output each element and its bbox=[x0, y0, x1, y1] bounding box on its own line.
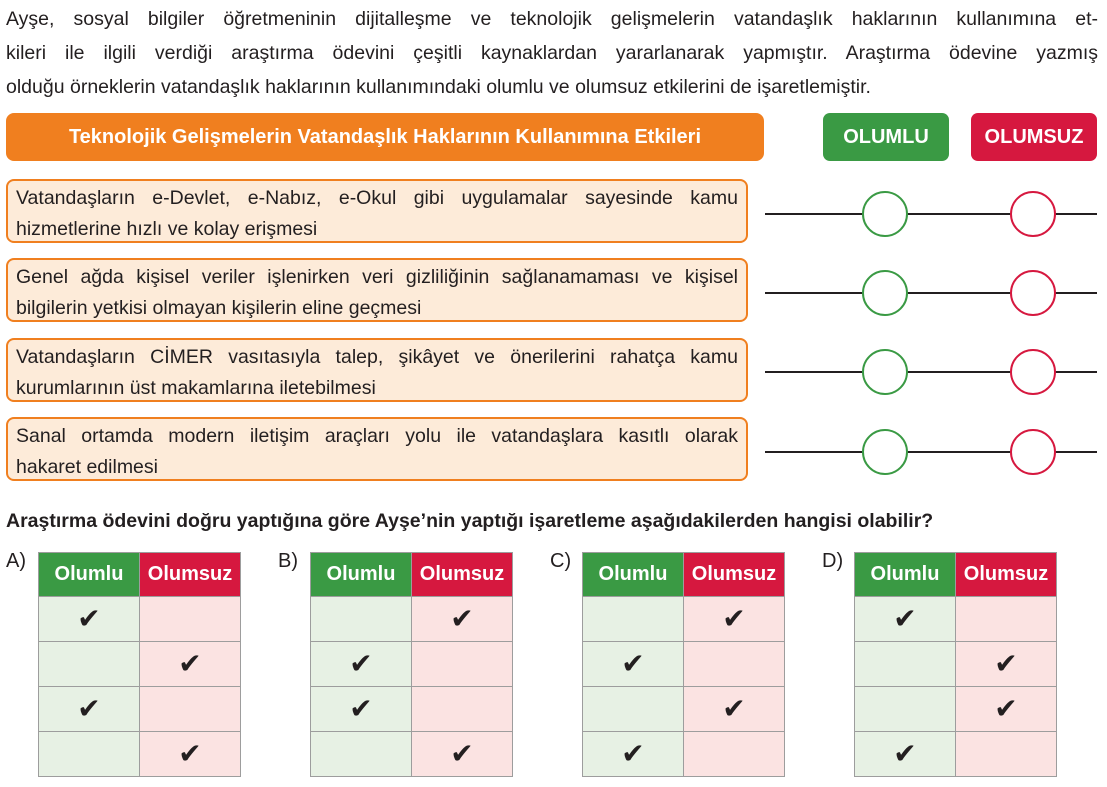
statement-line: hizmetlerine hızlı ve kolay erişmesi bbox=[16, 218, 318, 240]
check-mark-icon: ✔ bbox=[722, 693, 746, 724]
negative-cell bbox=[684, 597, 785, 642]
option-letter-a[interactable]: A) bbox=[6, 550, 26, 572]
option-letter-b[interactable]: B) bbox=[278, 550, 298, 572]
intro-line: kileri ile ilgili verdiği araştırma ödevini çeşitli kaynaklardan yararlanarak yapmıştır. Araştırma ödevine yazmış bbox=[6, 42, 1098, 64]
negative-cell bbox=[684, 642, 785, 687]
positive-cell bbox=[39, 597, 140, 642]
table-row bbox=[583, 642, 785, 687]
section-title: Teknolojik Gelişmelerin Vatandaşlık Haklarının Kullanımına Etkileri bbox=[6, 113, 764, 161]
negative-cell bbox=[412, 597, 513, 642]
negative-cell bbox=[412, 642, 513, 687]
table-row bbox=[855, 597, 1057, 642]
positive-cell bbox=[583, 732, 684, 777]
check-mark-icon: ✔ bbox=[722, 603, 746, 634]
negative-cell bbox=[956, 687, 1057, 732]
statement-item-4 bbox=[6, 417, 748, 481]
negative-cell bbox=[956, 597, 1057, 642]
positive-cell bbox=[311, 732, 412, 777]
table-row bbox=[855, 732, 1057, 777]
positive-mark-circle[interactable] bbox=[862, 191, 908, 237]
positive-cell bbox=[39, 687, 140, 732]
table-row bbox=[311, 732, 513, 777]
check-mark-icon: ✔ bbox=[450, 603, 474, 634]
table-row bbox=[39, 687, 241, 732]
option-a-table[interactable] bbox=[38, 552, 241, 777]
check-mark-icon: ✔ bbox=[178, 648, 202, 679]
option-c-table[interactable] bbox=[582, 552, 785, 777]
check-mark-icon: ✔ bbox=[893, 603, 917, 634]
intro-line: olduğu örneklerin vatandaşlık haklarının kullanımındaki olumlu ve olumsuz etkilerini de işaretlemiştir. bbox=[6, 76, 871, 98]
negative-cell bbox=[412, 732, 513, 777]
positive-cell bbox=[855, 642, 956, 687]
table-row bbox=[39, 642, 241, 687]
statement-line: Vatandaşların CİMER vasıtasıyla talep, şikâyet ve önerilerini rahatça kamu bbox=[16, 346, 738, 368]
statement-item-1 bbox=[6, 179, 748, 243]
statement-item-3 bbox=[6, 338, 748, 402]
statement-line: Sanal ortamda modern iletişim araçları yolu ile vatandaşlara kasıtlı olarak bbox=[16, 425, 738, 447]
check-mark-icon: ✔ bbox=[621, 648, 645, 679]
table-row bbox=[311, 687, 513, 732]
table-row bbox=[855, 687, 1057, 732]
table-row bbox=[583, 597, 785, 642]
column-header-negative: Olumsuz bbox=[956, 553, 1057, 597]
table-row bbox=[311, 642, 513, 687]
statement-line: kurumlarının üst makamlarına iletebilmesi bbox=[16, 377, 376, 399]
statement-line: Vatandaşların e-Devlet, e-Nabız, e-Okul gibi uygulamalar sayesinde kamu bbox=[16, 187, 738, 209]
table-row bbox=[855, 642, 1057, 687]
column-header-positive: Olumlu bbox=[855, 553, 956, 597]
positive-header: OLUMLU bbox=[823, 113, 949, 161]
column-header-positive: Olumlu bbox=[311, 553, 412, 597]
negative-cell bbox=[684, 687, 785, 732]
negative-mark-circle[interactable] bbox=[1010, 270, 1056, 316]
positive-cell bbox=[311, 642, 412, 687]
table-row bbox=[583, 732, 785, 777]
positive-cell bbox=[311, 687, 412, 732]
negative-cell bbox=[956, 732, 1057, 777]
table-row bbox=[39, 732, 241, 777]
positive-cell bbox=[855, 597, 956, 642]
check-mark-icon: ✔ bbox=[994, 693, 1018, 724]
positive-cell bbox=[583, 597, 684, 642]
table-row bbox=[583, 687, 785, 732]
column-header-positive: Olumlu bbox=[39, 553, 140, 597]
intro-paragraph bbox=[6, 2, 1098, 104]
statement-line: bilgilerin yetkisi olmayan kişilerin eline geçmesi bbox=[16, 297, 422, 319]
negative-cell bbox=[412, 687, 513, 732]
negative-mark-circle[interactable] bbox=[1010, 429, 1056, 475]
negative-cell bbox=[140, 732, 241, 777]
negative-cell bbox=[684, 732, 785, 777]
negative-cell bbox=[140, 687, 241, 732]
negative-mark-circle[interactable] bbox=[1010, 349, 1056, 395]
check-mark-icon: ✔ bbox=[893, 738, 917, 769]
column-header-positive: Olumlu bbox=[583, 553, 684, 597]
check-mark-icon: ✔ bbox=[621, 738, 645, 769]
option-letter-c[interactable]: C) bbox=[550, 550, 572, 572]
table-row bbox=[39, 597, 241, 642]
positive-cell bbox=[583, 687, 684, 732]
positive-cell bbox=[39, 732, 140, 777]
column-header-negative: Olumsuz bbox=[140, 553, 241, 597]
negative-header: OLUMSUZ bbox=[971, 113, 1097, 161]
positive-mark-circle[interactable] bbox=[862, 429, 908, 475]
option-b-table[interactable] bbox=[310, 552, 513, 777]
check-mark-icon: ✔ bbox=[77, 603, 101, 634]
question-text: Araştırma ödevini doğru yaptığına göre Ayşe’nin yaptığı işaretleme aşağıdakilerden hangisi olabilir? bbox=[6, 510, 934, 532]
positive-cell bbox=[583, 642, 684, 687]
check-mark-icon: ✔ bbox=[994, 648, 1018, 679]
column-header-negative: Olumsuz bbox=[684, 553, 785, 597]
option-letter-d[interactable]: D) bbox=[822, 550, 844, 572]
table-row bbox=[311, 597, 513, 642]
negative-cell bbox=[140, 597, 241, 642]
statement-line: Genel ağda kişisel veriler işlenirken veri gizliliğinin sağlanamaması ve kişisel bbox=[16, 266, 738, 288]
column-header-negative: Olumsuz bbox=[412, 553, 513, 597]
negative-cell bbox=[956, 642, 1057, 687]
positive-cell bbox=[855, 732, 956, 777]
positive-mark-circle[interactable] bbox=[862, 270, 908, 316]
check-mark-icon: ✔ bbox=[349, 648, 373, 679]
negative-mark-circle[interactable] bbox=[1010, 191, 1056, 237]
positive-cell bbox=[39, 642, 140, 687]
check-mark-icon: ✔ bbox=[178, 738, 202, 769]
negative-cell bbox=[140, 642, 241, 687]
positive-cell bbox=[311, 597, 412, 642]
check-mark-icon: ✔ bbox=[450, 738, 474, 769]
check-mark-icon: ✔ bbox=[77, 693, 101, 724]
statement-line: hakaret edilmesi bbox=[16, 456, 158, 478]
option-d-table[interactable] bbox=[854, 552, 1057, 777]
intro-line: Ayşe, sosyal bilgiler öğretmeninin dijitalleşme ve teknolojik gelişmelerin vatandaşlık haklarının kullanımına et- bbox=[6, 8, 1098, 30]
positive-cell bbox=[855, 687, 956, 732]
check-mark-icon: ✔ bbox=[349, 693, 373, 724]
statement-item-2 bbox=[6, 258, 748, 322]
positive-mark-circle[interactable] bbox=[862, 349, 908, 395]
